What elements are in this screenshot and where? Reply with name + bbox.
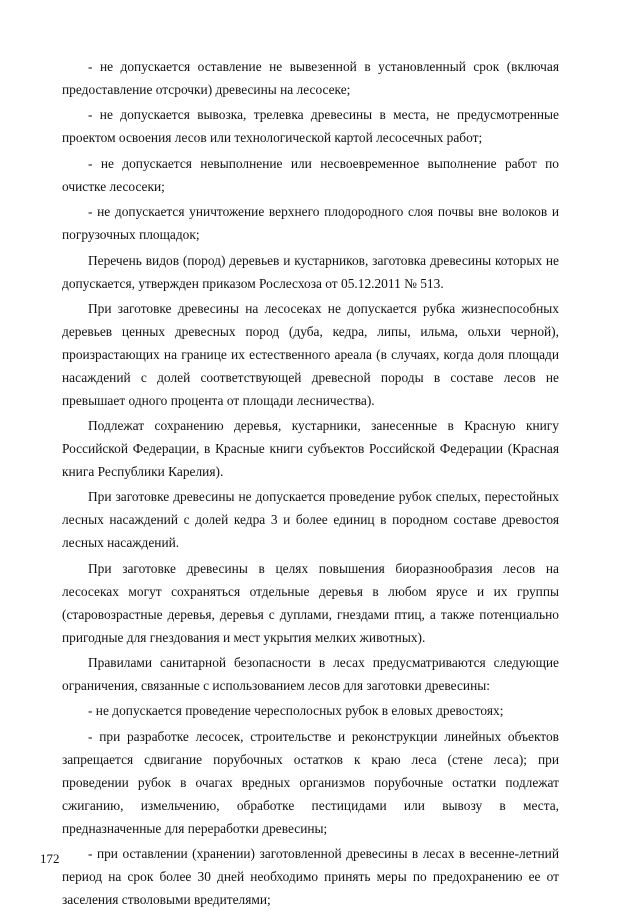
paragraph-no-strip-cutting: - не допускается проведение чересполосных рубок в еловых древостоях; xyxy=(88,703,504,719)
paragraph-prohibited-species-list: Перечень видов (пород) деревьев и кустарников, заготовка древесины которых не допускается, утвержден приказом Рослесхоза от 05.12.2011 № 513. xyxy=(62,252,559,291)
document-body xyxy=(62,56,559,914)
paragraph-no-skidding-outside-project: - не допускается вывозка, трелевка древесины в места, не предусмотренные проектом освоения лесов или технологической картой лесосечных работ; xyxy=(62,107,559,146)
paragraph-biodiversity-retention: При заготовке древесины в целях повышения биоразнообразия лесов на лесосеках могут сохраняться отдельные деревья в любом ярусе и их группы (старовозрастные деревья, деревья с дуплами, гнездами птиц, а также потенциально пригодные для гнездования и мест укрытия мелких животных). xyxy=(62,560,559,645)
paragraph-timber-storage: - при оставлении (хранении) заготовленной древесины в лесах в весенне-летний период на срок более 30 дней необходимо принять меры по предохранению ее от заселения стволовыми вредителями; xyxy=(62,846,559,907)
paragraph-logging-residues: - при разработке лесосек, строительстве и реконструкции линейных объектов запрещается сдвигание порубочных остатков к краю леса (стене леса); при проведении рубок в очагах вредных организмов порубочные остатки подлежат сжиганию, измельчению, обработке пестицидами или вывозу в места, предназначенные для переработки древесины; xyxy=(62,728,559,836)
paragraph-sanitary-rules-intro: Правилами санитарной безопасности в лесах предусматриваются следующие ограничения, связанные с использованием лесов для заготовки древесины: xyxy=(62,655,559,693)
paragraph-no-leftover-timber: - не допускается оставление не вывезенной в установленный срок (включая предоставление отсрочки) древесины на лесосеке; xyxy=(62,59,559,97)
paragraph-red-book-protection: Подлежат сохранению деревья, кустарники, занесенные в Красную книгу Российской Федерации, в Красные книги субъектов Российской Федерации (Красная книга Республики Карелия). xyxy=(62,418,559,479)
paragraph-no-topsoil-destruction: - не допускается уничтожение верхнего плодородного слоя почвы вне волоков и погрузочных площадок; xyxy=(62,204,559,243)
paragraph-valuable-species-protection: При заготовке древесины на лесосеках не допускается рубка жизнеспособных деревьев ценных древесных пород (дуба, кедра, липы, ильма, ольхи черной), произрастающих на границе их естественного ареала (в случаях, когда доля площади насаждений с долей соответствующей древесной породы в составе лесов не превышает одного процента от площади лесничества). xyxy=(62,301,559,408)
paragraph-no-cleanup-failure: - не допускается невыполнение или несвоевременное выполнение работ по очистке лесосеки; xyxy=(62,155,559,194)
paragraph-cedar-stands: При заготовке древесины не допускается проведение рубок спелых, перестойных лесных насаждений с долей кедра 3 и более единиц в породном составе древостоя лесных насаждений. xyxy=(62,489,559,551)
page-number: 172 xyxy=(40,851,60,866)
